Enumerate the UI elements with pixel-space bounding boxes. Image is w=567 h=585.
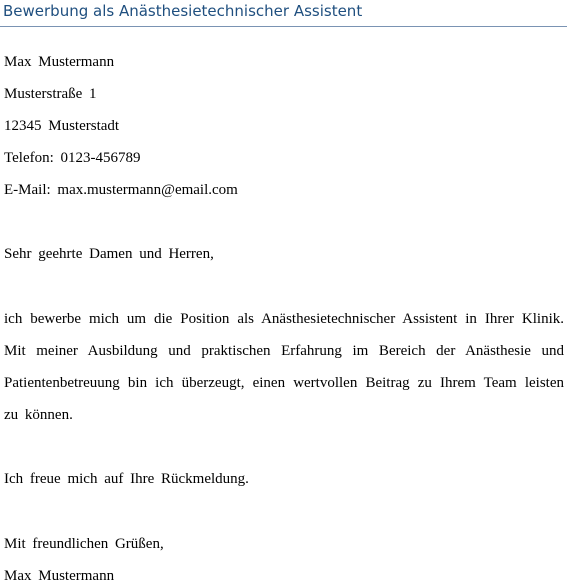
document-title: Bewerbung als Anästhesietechnischer Assistent	[3, 2, 363, 20]
sender-phone: Telefon: 0123-456789	[4, 150, 141, 166]
salutation: Sehr geehrte Damen und Herren,	[4, 246, 214, 262]
paragraph-line: ich bewerbe mich um die Position als Anästhesietechnischer Assistent in Ihrer Klinik.	[4, 311, 564, 327]
header-divider	[0, 26, 567, 27]
closing-paragraph: Ich freue mich auf Ihre Rückmeldung.	[4, 471, 249, 487]
sender-city: 12345 Musterstadt	[4, 118, 120, 134]
sender-street: Musterstraße 1	[4, 86, 97, 102]
paragraph-line: Mit meiner Ausbildung und praktischen Erfahrung im Bereich der Anästhesie und	[4, 343, 564, 359]
paragraph-line: zu können.	[4, 407, 73, 423]
sender-name: Max Mustermann	[4, 54, 115, 70]
paragraph-line: Patientenbetreuung bin ich überzeugt, einen wertvollen Beitrag zu Ihrem Team leisten	[4, 375, 564, 391]
document-header	[0, 0, 567, 28]
signature-name: Max Mustermann	[4, 568, 115, 584]
closing-phrase: Mit freundlichen Grüßen,	[4, 536, 164, 552]
sender-email: E-Mail: max.mustermann@email.com	[4, 182, 238, 198]
